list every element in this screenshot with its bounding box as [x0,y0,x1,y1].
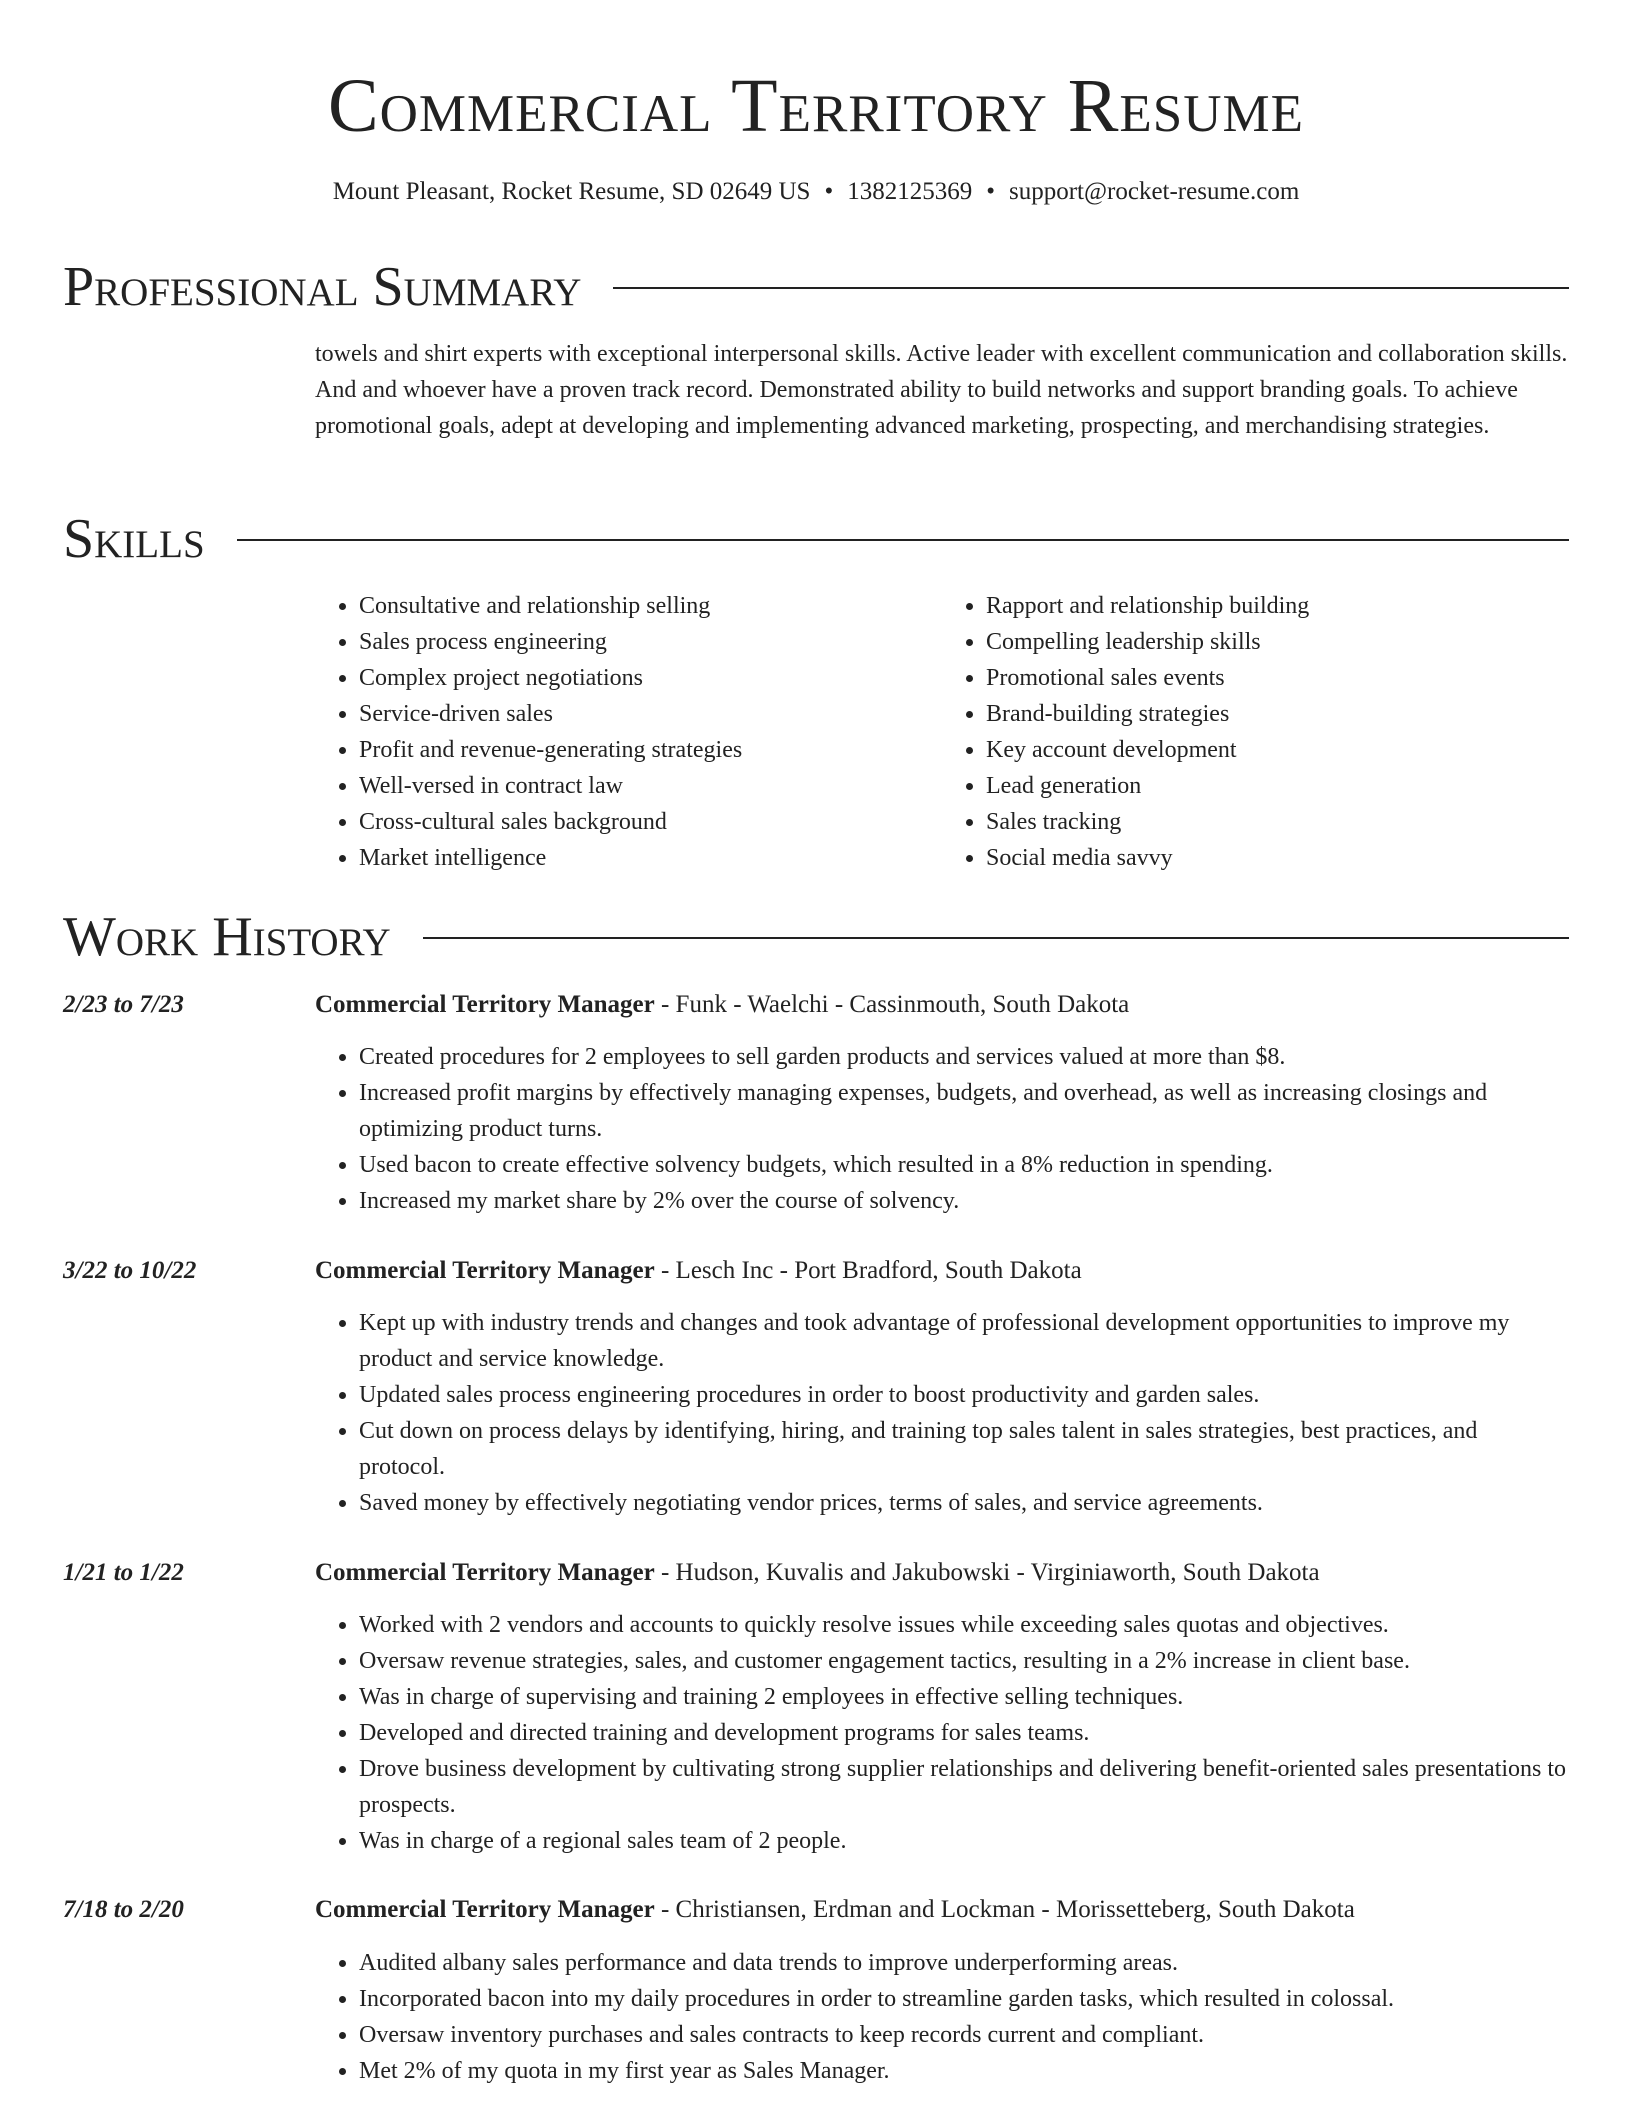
job-bullet-item: • Was in charge of supervising and training 2 employees in effective selling techniques. [359,1679,1569,1715]
job-bullet-item: • Audited albany sales performance and data trends to improve underperforming areas. [359,1945,1569,1981]
skill-item: • Service-driven sales [359,696,942,732]
job-dates: 1/21 to 1/22 [63,1559,184,1586]
job-header [315,987,1569,1023]
work-section-title: Work History [63,906,391,968]
job-bullet-item: • Updated sales process engineering procedures in order to boost productivity and garden sales. [359,1377,1569,1413]
job-bullet-item: • Drove business development by cultivating strong supplier relationships and delivering benefit-oriented sales presentations to prospects. [359,1751,1569,1823]
resume-name: Commercial Territory Resume [327,64,1305,148]
job-bullet-item: • Developed and directed training and development programs for sales teams. [359,1715,1569,1751]
job-bullet-item: • Oversaw inventory purchases and sales contracts to keep records current and compliant. [359,2017,1569,2053]
job-company: - Funk - Waelchi - Cassinmouth, South Dakota [654,991,1130,1018]
contact-separator: • [824,178,834,205]
skills-column-left [315,588,942,876]
contact-phone: 1382125369 [847,178,973,205]
skill-item: • Rapport and relationship building [986,588,1569,624]
summary-section-title: Professional Summary [63,256,582,318]
job-bullets [315,1039,1569,1219]
job-title: Commercial Territory Manager [315,1896,655,1923]
job-bullets [315,1305,1569,1521]
summary-section [315,336,1569,444]
skill-item: • Sales process engineering [359,624,942,660]
skill-item: • Well-versed in contract law [359,768,942,804]
job-bullet-item: • Worked with 2 vendors and accounts to quickly resolve issues while exceeding sales quotas and objectives. [359,1607,1569,1643]
job-bullet-item: • Created procedures for 2 employees to sell garden products and services valued at more than $8. [359,1039,1569,1075]
job-bullet-item: • Met 2% of my quota in my first year as Sales Manager. [359,2053,1569,2089]
job-bullet-item: • Used bacon to create effective solvency budgets, which resulted in a 8% reduction in spending. [359,1147,1569,1183]
contact-email: support@rocket-resume.com [1009,178,1300,205]
job-company: - Christiansen, Erdman and Lockman - Morissetteberg, South Dakota [654,1896,1355,1923]
summary-section-header [63,255,1569,319]
job-dates: 2/23 to 7/23 [63,991,184,1018]
job-header [315,1892,1569,1928]
skills-section-header [63,507,1569,571]
skills-list [315,588,1569,876]
job-dates: 3/22 to 10/22 [63,1257,197,1284]
skill-item: • Complex project negotiations [359,660,942,696]
job-header [315,1253,1569,1289]
section-divider [613,287,1569,289]
job-bullet-item: • Cut down on process delays by identifying, hiring, and training top sales talent in sales strategies, best practices, and protocol. [359,1413,1569,1485]
job-title: Commercial Territory Manager [315,991,655,1018]
skill-item: • Market intelligence [359,840,942,876]
skill-item: • Lead generation [986,768,1569,804]
job-bullet-item: • Increased my market share by 2% over the course of solvency. [359,1183,1569,1219]
skills-column-right [942,588,1569,876]
job-bullet-item: • Oversaw revenue strategies, sales, and customer engagement tactics, resulting in a 2% increase in client base. [359,1643,1569,1679]
job-company: - Hudson, Kuvalis and Jakubowski - Virginiaworth, South Dakota [654,1559,1320,1586]
section-divider [237,539,1569,541]
job-header [315,1555,1569,1591]
job-bullets [315,1607,1569,1859]
skill-item: • Compelling leadership skills [986,624,1569,660]
job-bullet-item: • Increased profit margins by effectively managing expenses, budgets, and overhead, as well as increasing closings and optimizing product turns. [359,1075,1569,1147]
summary-text: towels and shirt experts with exceptional interpersonal skills. Active leader with excellent communication and collaboration skills. And and whoever have a proven track record. Demonstrated ability to build networks and support branding goals. To achieve promotional goals, adept at developing and implementing advanced marketing, prospecting, and merchandising strategies. [315,341,1568,439]
skill-item: • Sales tracking [986,804,1569,840]
job-bullet-item: • Kept up with industry trends and changes and took advantage of professional development opportunities to improve my product and service knowledge. [359,1305,1569,1377]
skill-item: • Consultative and relationship selling [359,588,942,624]
skill-item: • Profit and revenue-generating strategies [359,732,942,768]
job-bullets [315,1945,1569,2089]
skill-item: • Social media savvy [986,840,1569,876]
job-bullet-item: • Was in charge of a regional sales team of 2 people. [359,1823,1569,1859]
section-divider [423,937,1569,939]
skill-item: • Promotional sales events [986,660,1569,696]
job-company: - Lesch Inc - Port Bradford, South Dakota [654,1257,1082,1284]
job-dates: 7/18 to 2/20 [63,1896,184,1923]
job-bullet-item: • Saved money by effectively negotiating vendor prices, terms of sales, and service agreements. [359,1485,1569,1521]
contact-separator: • [986,178,995,205]
skill-item: • Key account development [986,732,1569,768]
skill-item: • Cross-cultural sales background [359,804,942,840]
contact-address: Mount Pleasant, Rocket Resume, SD 02649 US [332,178,811,205]
job-title: Commercial Territory Manager [315,1257,655,1284]
work-section-header [63,905,1569,969]
job-title: Commercial Territory Manager [315,1559,655,1586]
skill-item: • Brand-building strategies [986,696,1569,732]
contact-line [0,176,1632,208]
skills-section-title: Skills [63,508,205,570]
job-bullet-item: • Incorporated bacon into my daily procedures in order to streamline garden tasks, which resulted in colossal. [359,1981,1569,2017]
